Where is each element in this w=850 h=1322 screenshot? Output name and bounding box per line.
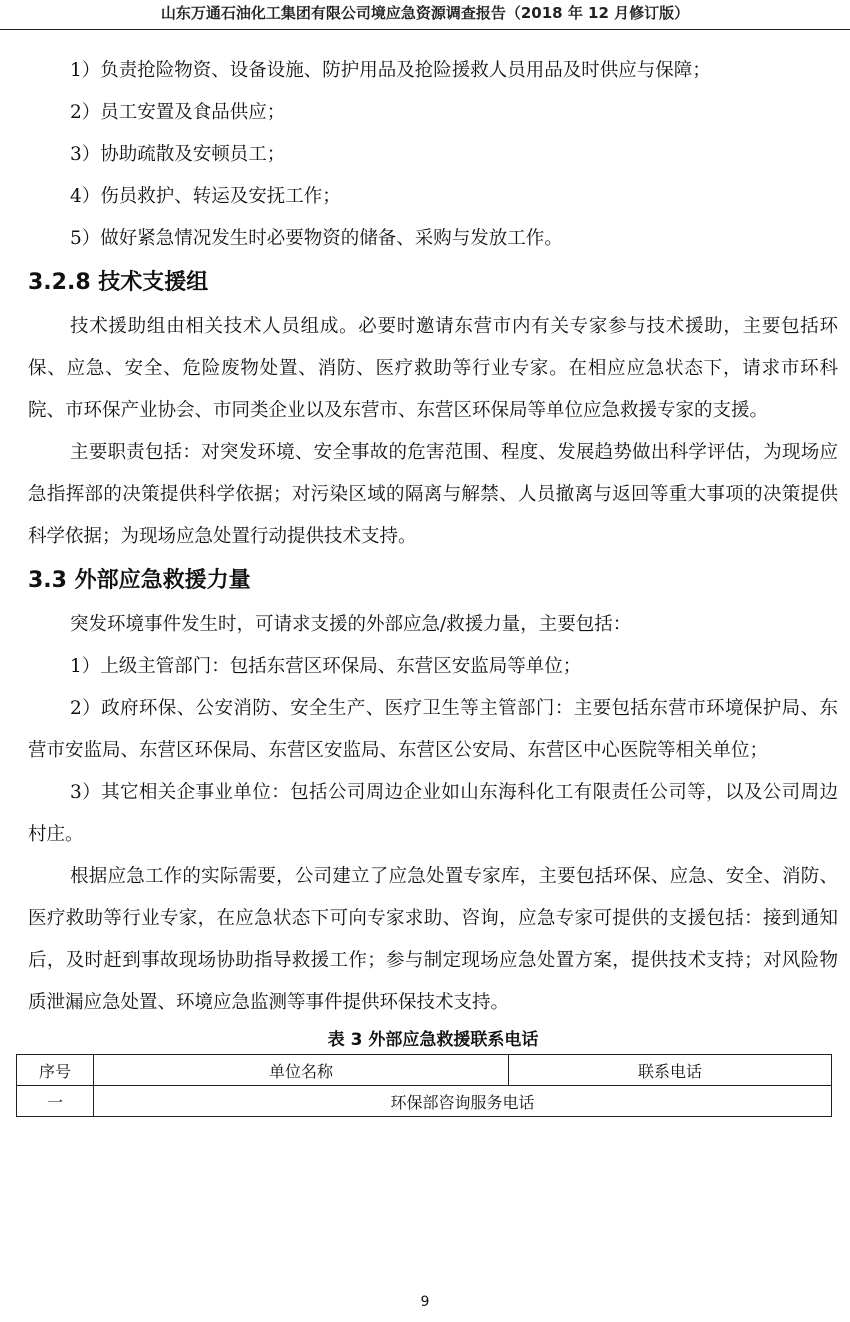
table-caption: 表 3 外部应急救援联系电话: [327, 1030, 539, 1050]
section-heading-3-3: 3.3 外部应急救援力量: [28, 568, 251, 593]
paragraph: 2）政府环保、公安消防、安全生产、医疗卫生等主管部门：主要包括东营市环境保护局、东营市安监局、东营区环保局、东营区安监局、东营区公安局、东营区中心医院等相关单位；: [28, 698, 838, 761]
section-heading-3-2-8: 3.2.8 技术支援组: [28, 270, 209, 295]
list-item: 2）员工安置及食品供应；: [70, 102, 286, 123]
page-content: [28, 50, 838, 1117]
paragraph: 根据应急工作的实际需要，公司建立了应急处置专家库，主要包括环保、应急、安全、消防、医疗救助等行业专家，在应急状态下可向专家求助、咨询，应急专家可提供的支援包括：接到通知后，及时赶到事故现场协助指导救援工作；参与制定现场应急处置方案，提供技术支持；对风险物质泄漏应急处置、环境应急监测等事件提供环保技术支持。: [28, 866, 838, 1013]
header-index: 序号: [17, 1055, 94, 1086]
paragraph: 技术援助组由相关技术人员组成。必要时邀请东营市内有关专家参与技术援助，主要包括环保、应急、安全、危险废物处置、消防、医疗救助等行业专家。在相应应急状态下，请求市环科院、市环保产业协会、市同类企业以及东营市、东营区环保局等单位应急救援专家的支援。: [28, 316, 838, 421]
header-unit-name: 单位名称: [94, 1055, 509, 1086]
row-index: 一: [17, 1086, 94, 1117]
list-item: 4）伤员救护、转运及安抚工作；: [70, 186, 341, 207]
table-header-row: [17, 1055, 832, 1086]
header-phone: 联系电话: [509, 1055, 832, 1086]
page-header: [0, 0, 850, 30]
list-item: 3）协助疏散及安顿员工；: [70, 144, 286, 165]
page-number: 9: [420, 1294, 430, 1310]
table-row: [17, 1086, 832, 1117]
contact-table: [16, 1054, 832, 1117]
paragraph: 主要职责包括：对突发环境、安全事故的危害范围、程度、发展趋势做出科学评估，为现场应急指挥部的决策提供科学依据；对污染区域的隔离与解禁、人员撤离与返回等重大事项的决策提供科学依据；为现场应急处置行动提供技术支持。: [28, 442, 838, 547]
row-label: 环保部咨询服务电话: [94, 1086, 832, 1117]
paragraph: 1）上级主管部门：包括东营区环保局、东营区安监局等单位；: [70, 656, 582, 677]
paragraph: 3）其它相关企事业单位：包括公司周边企业如山东海科化工有限责任公司等，以及公司周边村庄。: [28, 782, 838, 845]
header-title: 山东万通石油化工集团有限公司境应急资源调查报告（2018 年 12 月修订版）: [160, 4, 690, 22]
list-item: 1）负责抢险物资、设备设施、防护用品及抢险援救人员用品及时供应与保障；: [70, 60, 711, 81]
paragraph: 突发环境事件发生时，可请求支援的外部应急/救援力量，主要包括：: [70, 614, 632, 635]
list-item: 5）做好紧急情况发生时必要物资的储备、采购与发放工作。: [70, 228, 563, 249]
